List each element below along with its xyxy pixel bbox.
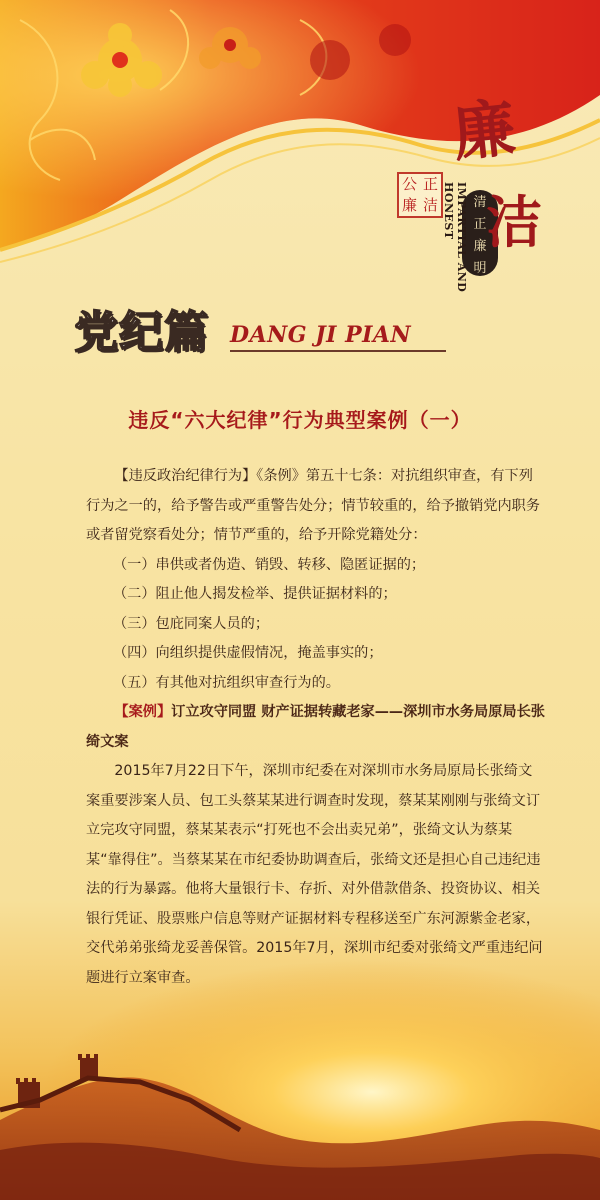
case-title xyxy=(86,698,546,757)
rule-intro: 【违反政治纪律行为】《条例》第五十七条：对抗组织审查，有下列行为之一的，给予警告或严重警告处分；情节较重的，给予撤销党内职务或者留党察看处分；情节严重的，给予开除党籍处分： xyxy=(86,468,541,543)
calligraphy-lian: 廉 xyxy=(449,90,519,171)
section-title-cn: 党纪篇 xyxy=(74,307,209,358)
seal-char: 公 xyxy=(401,175,417,193)
calligraphy-jie: 洁 xyxy=(486,190,542,256)
article-content xyxy=(86,462,546,993)
rule-item: （三）包庇同案人员的； xyxy=(112,615,270,632)
rule-item: （五）有其他对抗组织审查行为的。 xyxy=(112,674,340,691)
case-label: 【案例】 xyxy=(114,704,172,720)
english-slogan-vertical: IMPARTIAL AND HONEST xyxy=(442,182,468,293)
section-title-en: DANG JI PIAN xyxy=(230,322,412,348)
title-underline xyxy=(230,350,446,352)
seal-char: 廉 xyxy=(401,196,417,214)
round-seal-qingzhenglianming: 清 正 廉 明 xyxy=(462,190,498,276)
great-wall-sunrise-decoration xyxy=(0,960,600,1200)
case-title-text: 订立攻守同盟 财产证据转藏老家——深圳市水务局原局长张绮文案 xyxy=(86,704,545,750)
seal-char: 洁 xyxy=(422,196,438,214)
rule-item: （二）阻止他人揭发检举、提供证据材料的； xyxy=(112,586,397,602)
seal-stamp xyxy=(397,172,443,218)
main-heading: 违反“六大纪律”行为典型案例（一） xyxy=(128,408,472,432)
rule-item: （一）串供或者伪造、销毁、转移、隐匿证据的； xyxy=(112,556,426,573)
rule-item: （四）向组织提供虚假情况，掩盖事实的； xyxy=(112,645,383,661)
seal-char: 正 xyxy=(422,175,438,193)
case-body: 2015年7月22日下午，深圳市纪委在对深圳市水务局原局长张绮文案重要涉案人员、包工头蔡某某进行调查时发现，蔡某某刚刚与张绮文订立完攻守同盟，蔡某某表示“打死也不会出卖兄弟”，张绮文认为蔡某某“靠得住”。当蔡某某在市纪委协助调查后，张绮文还是担心自己违纪违法的行为暴露。他将大量银行卡、存折、对外借款借条、投资协议、相关银行凭证、股票账户信息等财产证据材料专程移送至广东河源紫金老家，交代弟弟张绮龙妥善保管。2015年7月，深圳市纪委对张绮文严重违纪问 xyxy=(86,763,543,956)
